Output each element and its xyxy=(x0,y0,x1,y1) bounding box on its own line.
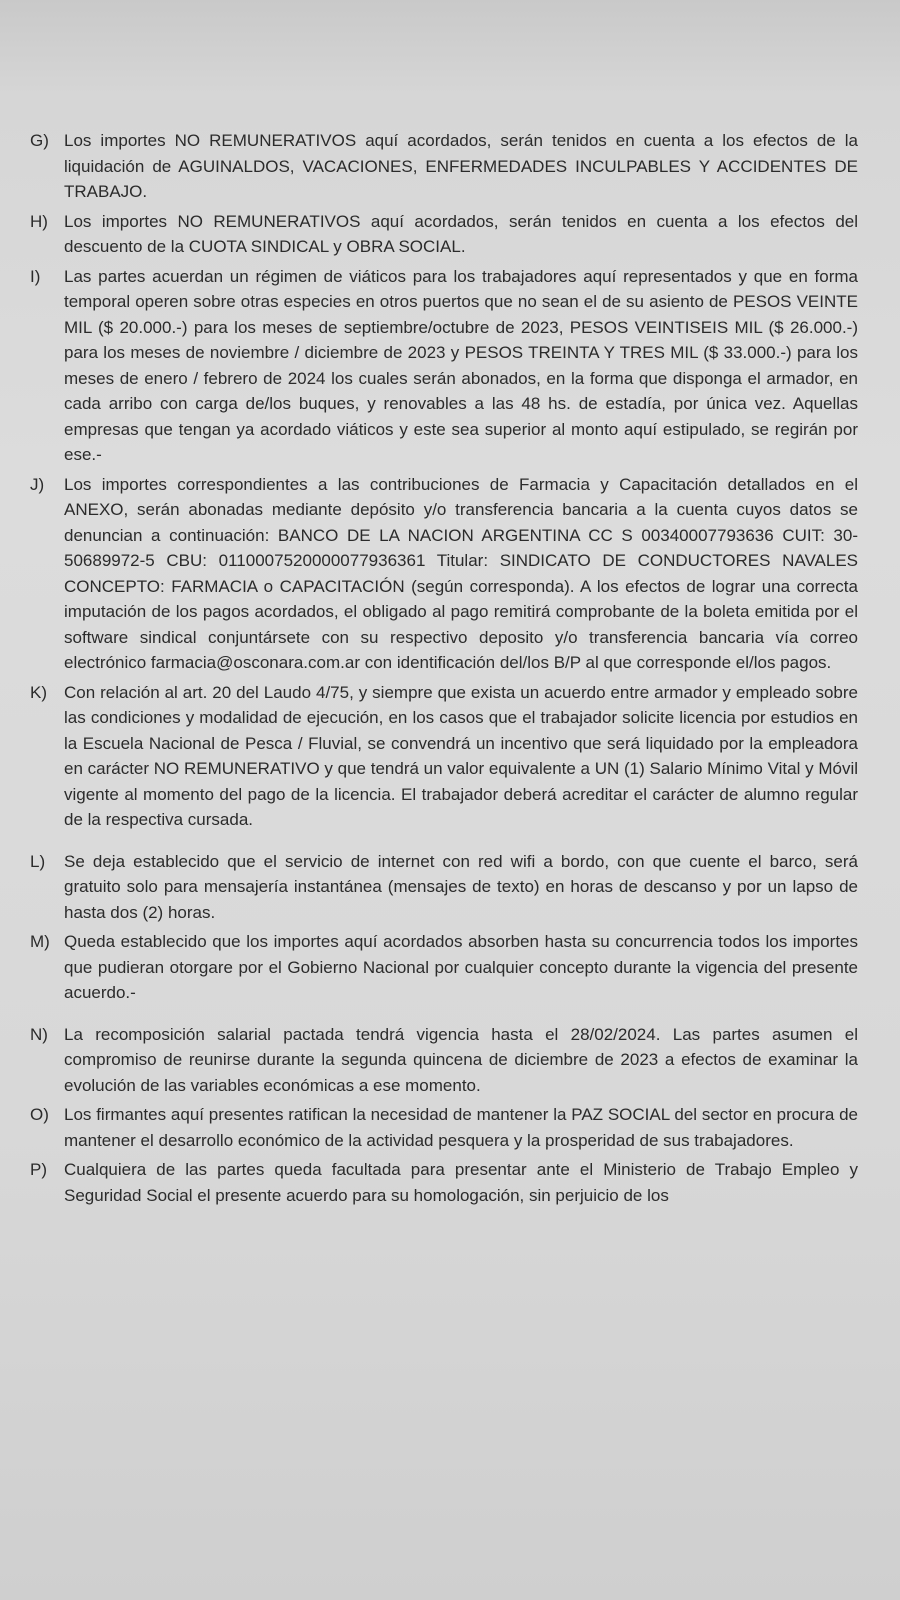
clause-k-letter: K) xyxy=(30,682,47,702)
clause-p-text: Cualquiera de las partes queda facultada para presentar ante el Ministerio de Trabajo Empleo y Seguridad Social el presente acuerdo para su homologación, sin perjuicio de los xyxy=(64,1160,858,1205)
clause-l-letter: L) xyxy=(30,851,46,871)
clause-p-letter: P) xyxy=(30,1160,47,1179)
clause-h xyxy=(30,209,858,260)
clause-k-text: Con relación al art. 20 del Laudo 4/75, y siempre que exista un acuerdo entre armador y empleado sobre las condiciones y modalidad de ejecución, en los casos que el trabajador solicite licencia por estudios en la Escuela Nacional de Pesca / Fluvial, se convendrá un incentivo que será liquidado por la empleadora en carácter NO REMUNERATIVO y que tendrá un valor equivalente a UN (1) Salario Mínimo Vital y Móvil vigente al momento del pago de la licencia. El trabajador deberá acreditar el carácter de alumno regular de la respectiva cursada. xyxy=(64,682,858,829)
clause-h-text: Los importes NO REMUNERATIVOS aquí acordados, serán tenidos en cuenta a los efectos del descuento de la CUOTA SINDICAL y OBRA SOCIAL. xyxy=(64,211,858,256)
clause-j xyxy=(30,472,858,676)
clause-h-letter: H) xyxy=(30,211,48,231)
clause-g-text: Los importes NO REMUNERATIVOS aquí acordados, serán tenidos en cuenta a los efectos de la liquidación de AGUINALDOS, VACACIONES, ENFERMEDADES INCULPABLES Y ACCIDENTES DE TRABAJO. xyxy=(64,131,858,201)
clause-i-letter: I) xyxy=(30,266,41,286)
clause-n-letter: N) xyxy=(30,1024,48,1044)
clause-p xyxy=(30,1157,858,1208)
clause-m xyxy=(30,929,858,1006)
clause-g xyxy=(30,128,858,205)
clause-o-letter: O) xyxy=(30,1105,49,1124)
clause-g-letter: G) xyxy=(30,131,49,150)
clause-m-text: Queda establecido que los importes aquí acordados absorben hasta su concurrencia todos los importes que pudieran otorgare por el Gobierno Nacional por cualquier concepto durante la vigencia del presente acuerdo.- xyxy=(64,932,858,1002)
clause-l-text: Se deja establecido que el servicio de internet con red wifi a bordo, con que cuente el barco, será gratuito solo para mensajería instantánea (mensajes de texto) en horas de descanso y por un lapso de hasta dos (2) horas. xyxy=(64,851,858,922)
clause-n xyxy=(30,1022,858,1099)
clause-l xyxy=(30,849,858,926)
clause-o-text: Los firmantes aquí presentes ratifican la necesidad de mantener la PAZ SOCIAL del sector en procura de mantener el desarrollo económico de la actividad pesquera y la prosperidad de sus trabajadores. xyxy=(64,1105,858,1150)
clause-i xyxy=(30,264,858,468)
clause-n-text: La recomposición salarial pactada tendrá vigencia hasta el 28/02/2024. Las partes asumen el compromiso de reunirse durante la segunda quincena de diciembre de 2023 a efectos de examinar la evolución de las variables económicas a ese momento. xyxy=(64,1024,858,1095)
clause-i-text: Las partes acuerdan un régimen de viáticos para los trabajadores aquí representados y que en forma temporal operen sobre otras especies en otros puertos que no sean el de su asiento de PESOS VEINTE MIL ($ 20.000.-) para los meses de septiembre/octubre de 2023, PESOS VEINTISEIS MIL ($ 26.000.-) para los meses de noviembre / diciembre de 2023 y PESOS TREINTA Y TRES MIL ($ 33.000.-) para los meses de enero / febrero de 2024 los cuales serán abonados, en la forma que disponga el armador, en cada arribo con carga de/los buques, y renovables a las 48 hs. de estadía, por única vez. Aquellas empresas que tengan ya acordado viáticos y este sea superior al monto aquí estipulado, se regirán por ese.- xyxy=(64,266,858,464)
clause-o xyxy=(30,1102,858,1153)
clause-j-text: Los importes correspondientes a las contribuciones de Farmacia y Capacitación detallados en el ANEXO, serán abonadas mediante depósito y/o transferencia bancaria a la cuenta cuyos datos se denuncian a continuación: BANCO DE LA NACION ARGENTINA CC S 00340007793636 CUIT: 30- 50689972-5 CBU: 0110007520000077936361 Titular: SINDICATO DE CONDUCTORES NAVALES CONCEPTO: FARMACIA o CAPACITACIÓN (según corresponda). A los efectos de lograr una correcta imputación de los pagos acordados, el obligado al pago remitirá comprobante de la boleta emitida por el software sindical conjuntársete con su respectivo deposito y/o transferencia bancaria vía correo electrónico farmacia@osconara.com.ar con identificación del/los B/P al que corresponde el/los pagos. xyxy=(64,474,858,672)
clause-k xyxy=(30,680,858,833)
clause-j-letter: J) xyxy=(30,474,45,494)
clause-m-letter: M) xyxy=(30,932,50,951)
